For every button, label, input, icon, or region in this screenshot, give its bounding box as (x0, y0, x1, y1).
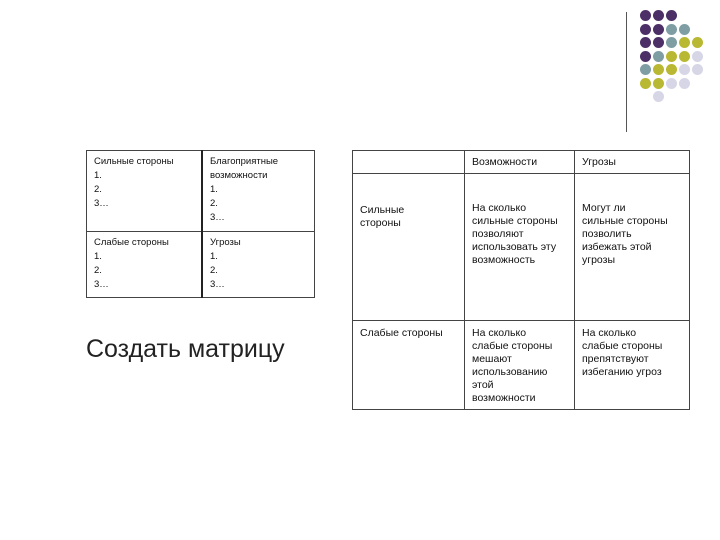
decorative-dot-grid (640, 10, 720, 120)
cell-line: избеганию угроз (582, 366, 662, 378)
decorative-dot (640, 10, 651, 21)
decorative-dot (640, 24, 651, 35)
list-item: 2. (94, 184, 102, 195)
matrix-header-threats: Угрозы (575, 151, 690, 174)
swot-weaknesses-cell (87, 231, 203, 297)
list-item: 2. (210, 264, 218, 276)
decorative-dot (653, 91, 664, 102)
decorative-dot (679, 78, 690, 89)
decorative-dot (692, 51, 703, 62)
matrix-header-opportunities: Возможности (465, 151, 575, 174)
cell-line: препятствуют (582, 353, 649, 365)
swot-opportunities-title: возможности (210, 170, 268, 181)
decorative-dot (666, 51, 677, 62)
list-item: 1. (210, 250, 218, 262)
cell-line: На сколько (582, 327, 637, 339)
cell-line: На сколько (472, 327, 527, 339)
cell-line: угрозы (582, 254, 616, 266)
swot-opportunities-cell (202, 151, 315, 232)
cell-line: избежать этой (582, 241, 652, 253)
row-label-line: Сильные (360, 204, 405, 216)
swot-matrix-table (352, 150, 690, 410)
decorative-dot (640, 37, 651, 48)
decorative-dot (692, 64, 703, 75)
matrix-cell-wt (575, 321, 690, 410)
swot-threats-title: Угрозы (210, 236, 241, 248)
list-item: 3… (210, 212, 225, 223)
swot-strengths-cell (87, 151, 203, 232)
list-item: 3… (94, 198, 109, 209)
list-item: 1. (94, 250, 102, 262)
cell-line: мешают (472, 353, 512, 365)
decorative-vertical-line (626, 12, 627, 132)
matrix-row-label-strengths (353, 174, 465, 321)
cell-line: сильные стороны (582, 215, 668, 227)
decorative-dot (653, 10, 664, 21)
cell-line: сильные стороны (472, 215, 558, 227)
decorative-dot (666, 64, 677, 75)
decorative-dot (640, 78, 651, 89)
matrix-row-label-weaknesses: Слабые стороны (353, 321, 465, 410)
cell-line: позволяют (472, 228, 524, 240)
decorative-dot (640, 64, 651, 75)
decorative-dot (653, 64, 664, 75)
cell-line: использовать эту (472, 241, 557, 253)
matrix-cell-so (465, 174, 575, 321)
list-item: 1. (210, 184, 218, 195)
decorative-dot (666, 78, 677, 89)
decorative-dot (679, 37, 690, 48)
cell-line: возможности (472, 392, 536, 404)
create-matrix-heading: Создать матрицу (86, 335, 285, 363)
cell-line: слабые стороны (472, 340, 553, 352)
cell-line: использованию (472, 366, 548, 378)
decorative-dot (653, 78, 664, 89)
decorative-dot (666, 37, 677, 48)
swot-weaknesses-title: Слабые стороны (94, 236, 169, 248)
cell-line: слабые стороны (582, 340, 663, 352)
swot-threats-cell (202, 231, 315, 297)
matrix-cell-wo (465, 321, 575, 410)
cell-line: Могут ли (582, 202, 626, 214)
cell-line: возможность (472, 254, 536, 266)
decorative-dot (679, 64, 690, 75)
row-label-line: стороны (360, 217, 401, 229)
cell-line: позволить (582, 228, 632, 240)
matrix-corner-cell (353, 151, 465, 174)
decorative-dot (653, 51, 664, 62)
decorative-dot (692, 37, 703, 48)
matrix-cell-st (575, 174, 690, 321)
list-item: 2. (210, 198, 218, 209)
list-item: 1. (94, 170, 102, 181)
cell-line: На сколько (472, 202, 527, 214)
cell-line: этой (472, 379, 494, 391)
decorative-dot (666, 10, 677, 21)
decorative-dot (679, 51, 690, 62)
list-item: 2. (94, 264, 102, 276)
swot-template-table (86, 150, 315, 298)
decorative-dot (653, 24, 664, 35)
swot-opportunities-title: Благоприятные (210, 156, 279, 167)
decorative-dot (653, 37, 664, 48)
list-item: 3… (210, 278, 225, 290)
decorative-dot (666, 24, 677, 35)
decorative-dot (640, 51, 651, 62)
list-item: 3… (94, 278, 109, 290)
decorative-dot (679, 24, 690, 35)
swot-strengths-title: Сильные стороны (94, 156, 174, 167)
